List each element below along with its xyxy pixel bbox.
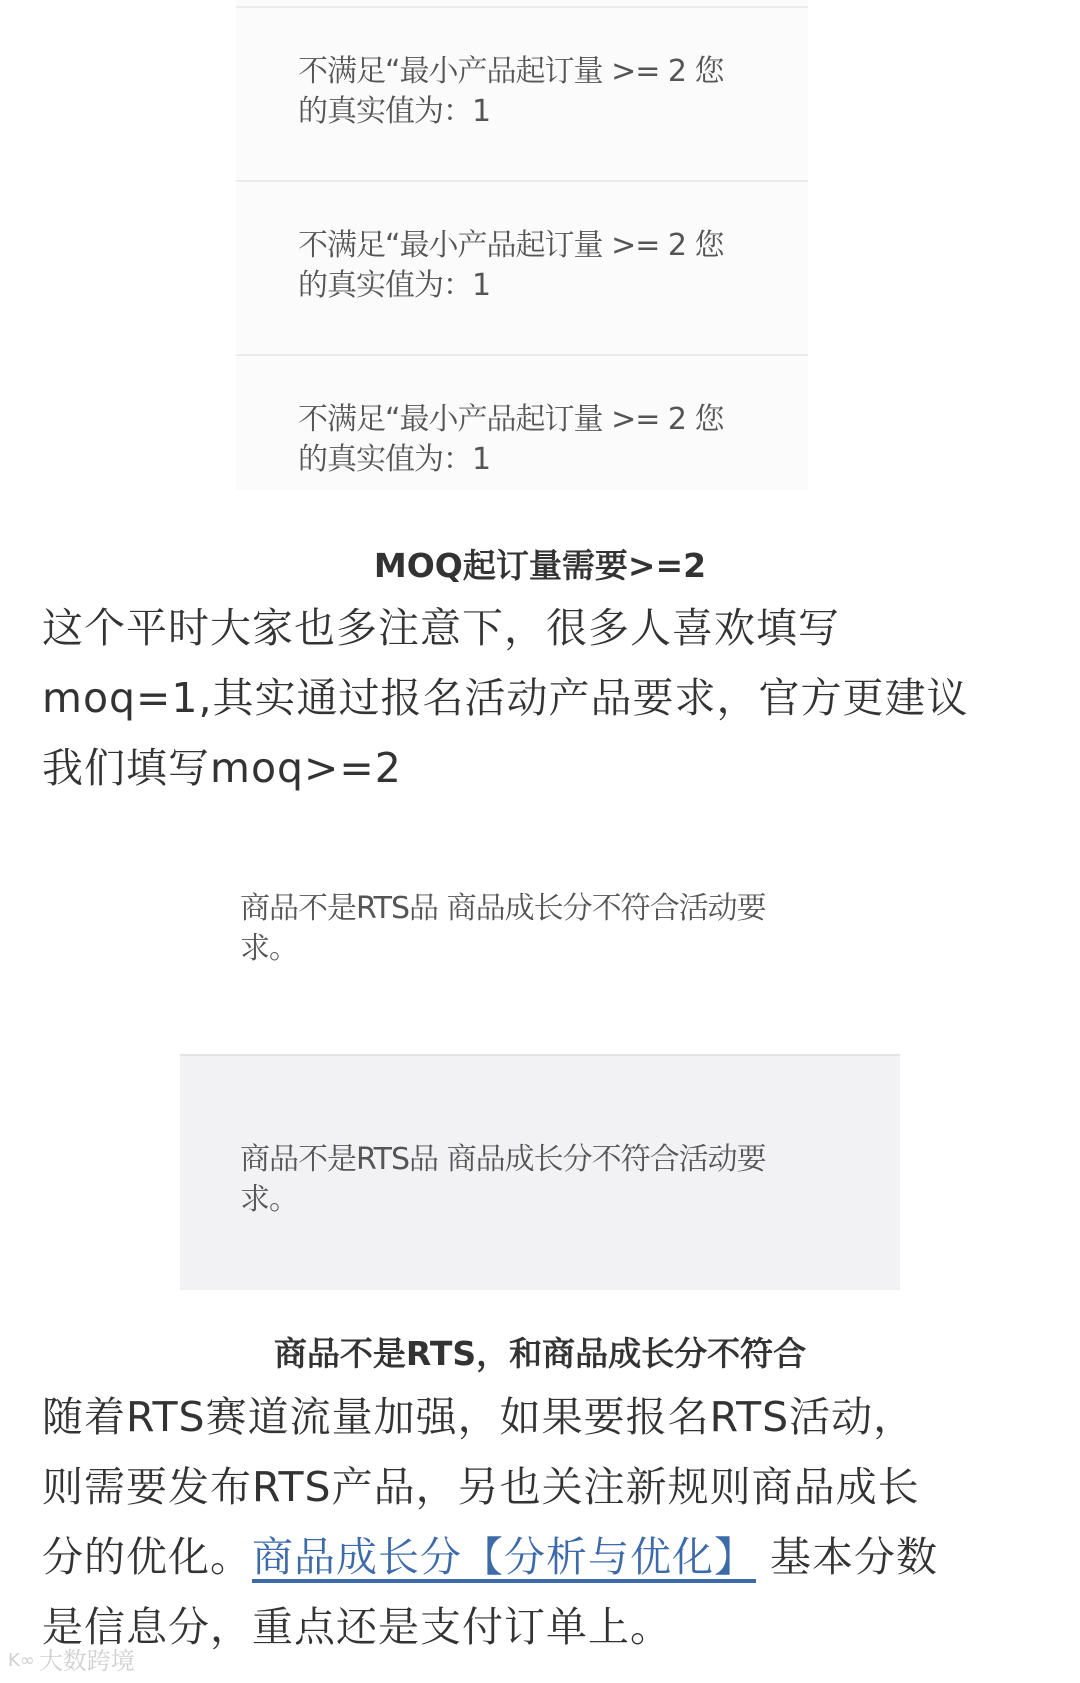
moq-caption: MOQ起订量需要>=2 <box>373 546 707 585</box>
rts-paragraph-line3-suffix: 基本分数 <box>756 1533 939 1581</box>
moq-error-line1: 不满足“最小产品起订量 >= 2 您 <box>298 228 724 263</box>
moq-error-line1: 不满足“最小产品起订量 >= 2 您 <box>298 402 724 437</box>
moq-error-line2: 的真实值为：1 <box>298 442 491 477</box>
moq-error-line2: 的真实值为：1 <box>298 94 491 129</box>
rts-error-line1: 商品不是RTS品 商品成长分不符合活动要 <box>240 891 766 926</box>
moq-error-message <box>298 400 778 480</box>
divider <box>180 1054 900 1056</box>
rts-caption: 商品不是RTS，和商品成长分不符合 <box>273 1334 807 1373</box>
moq-paragraph-line3: 我们填写moq>=2 <box>42 744 402 792</box>
divider <box>236 354 808 356</box>
rts-error-line1: 商品不是RTS品 商品成长分不符合活动要 <box>240 1142 766 1177</box>
rts-paragraph-line1: 随着RTS赛道流量加强，如果要报名RTS活动， <box>42 1393 916 1441</box>
rts-paragraph-line2: 则需要发布RTS产品，另也关注新规则商品成长 <box>42 1463 920 1511</box>
rts-error-line2: 求。 <box>240 1182 298 1217</box>
growth-score-link[interactable]: 商品成长分【分析与优化】 <box>252 1533 756 1581</box>
watermark-logo-icon: K∞ <box>8 1650 35 1671</box>
moq-error-line2: 的真实值为：1 <box>298 268 491 303</box>
watermark-text: 大数跨境 <box>38 1647 135 1675</box>
rts-paragraph <box>42 1382 1052 1662</box>
watermark <box>8 1644 148 1678</box>
rts-error-line2: 求。 <box>240 931 298 966</box>
moq-error-line1: 不满足“最小产品起订量 >= 2 您 <box>298 54 724 89</box>
rts-error-message <box>240 1140 800 1220</box>
rts-paragraph-line3-prefix: 分的优化。 <box>42 1533 252 1581</box>
divider <box>236 6 808 8</box>
moq-paragraph-line1: 这个平时大家也多注意下，很多人喜欢填写 <box>42 604 840 652</box>
moq-error-message <box>298 226 778 306</box>
moq-paragraph <box>42 593 1052 803</box>
rts-error-message <box>240 889 800 969</box>
moq-paragraph-line2: moq=1,其实通过报名活动产品要求，官方更建议 <box>42 674 969 722</box>
moq-error-message <box>298 52 778 132</box>
rts-paragraph-line4: 是信息分，重点还是支付订单上。 <box>42 1603 672 1651</box>
divider <box>236 180 808 182</box>
